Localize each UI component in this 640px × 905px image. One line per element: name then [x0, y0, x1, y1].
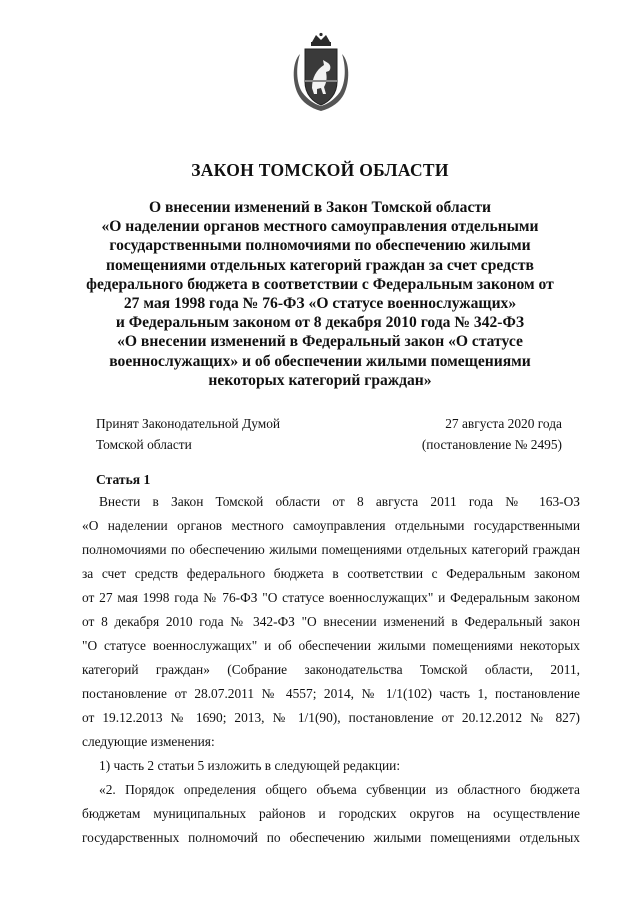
subject-line: «О внесении изменений в Федеральный закон «О статусе — [117, 333, 523, 351]
body-line: бюджетам муниципальных районов и городских округов на осуществление — [82, 806, 580, 821]
subject-line: «О наделении органов местного самоуправления отдельными — [101, 218, 539, 236]
body-line: от 27 мая 1998 года № 76-ФЗ "О статусе военнослужащих" и Федеральным законом — [82, 590, 580, 605]
subject-line: О внесении изменений в Закон Томской области — [148, 199, 492, 216]
law-title: ЗАКОН ТОМСКОЙ ОБЛАСТИ — [191, 160, 449, 180]
body-line: Внести в Закон Томской области от 8 августа 2011 года № 163-ОЗ — [99, 494, 580, 509]
subject-line: и Федеральным законом от 8 декабря 2010 года № 342-ФЗ — [115, 314, 525, 332]
subject-line: военнослужащих» и об обеспечении жилыми помещениями — [109, 352, 531, 370]
adoption-date-block — [390, 413, 562, 455]
body-line: от 19.12.2013 № 1690; 2013, № 1/1(90), постановление от 20.12.2012 № 827) — [82, 710, 580, 725]
law-subject — [70, 198, 570, 390]
body-line: следующие изменения: — [82, 734, 215, 749]
body-line: "О статусе военнослужащих" и об обеспечении жилыми помещениями некоторых — [82, 638, 580, 653]
subject-line: федерального бюджета в соответствии с Федеральным законом от — [86, 275, 554, 293]
body-line: категорий граждан» (Собрание законодательства Томской области, 2011, — [82, 662, 580, 677]
body-line: постановление от 28.07.2011 № 4557; 2014, № 1/1(102) часть 1, постановление — [82, 686, 580, 701]
body-line: государственных полномочий по обеспечению жилыми помещениями отдельных — [82, 830, 580, 845]
subject-line: помещениями отдельных категорий граждан за счет средств — [106, 256, 534, 274]
subject-line: некоторых категорий граждан» — [208, 371, 432, 389]
body-line: «2. Порядок определения общего объема субвенции из областного бюджета — [99, 782, 580, 797]
coat-of-arms-icon — [290, 32, 352, 112]
article-title: Статья 1 — [96, 472, 151, 487]
subject-line: государственными полномочиями по обеспечению жилыми — [109, 237, 531, 255]
body-line: за счет средств федерального бюджета в соответствии с Федеральным законом — [82, 566, 580, 581]
adoption-date: 27 августа 2020 года — [445, 416, 562, 431]
body-line: 1) часть 2 статьи 5 изложить в следующей редакции: — [99, 758, 401, 773]
adopted-by — [96, 413, 280, 455]
resolution-number: (постановление № 2495) — [421, 437, 562, 452]
body-line: от 8 декабря 2010 года № 342-ФЗ "О внесении изменений в Федеральный закон — [82, 614, 580, 629]
body-line: полномочиями по обеспечению жилыми помещениями отдельных категорий граждан — [82, 542, 580, 557]
body-line: «О наделении органов местного самоуправления отдельными государственными — [82, 518, 580, 533]
article-body — [82, 490, 580, 850]
adopted-by-line: Принят Законодательной Думой — [96, 416, 281, 431]
subject-line: 27 мая 1998 года № 76-ФЗ «О статусе военнослужащих» — [123, 295, 517, 313]
adopted-by-line: Томской области — [96, 437, 192, 452]
